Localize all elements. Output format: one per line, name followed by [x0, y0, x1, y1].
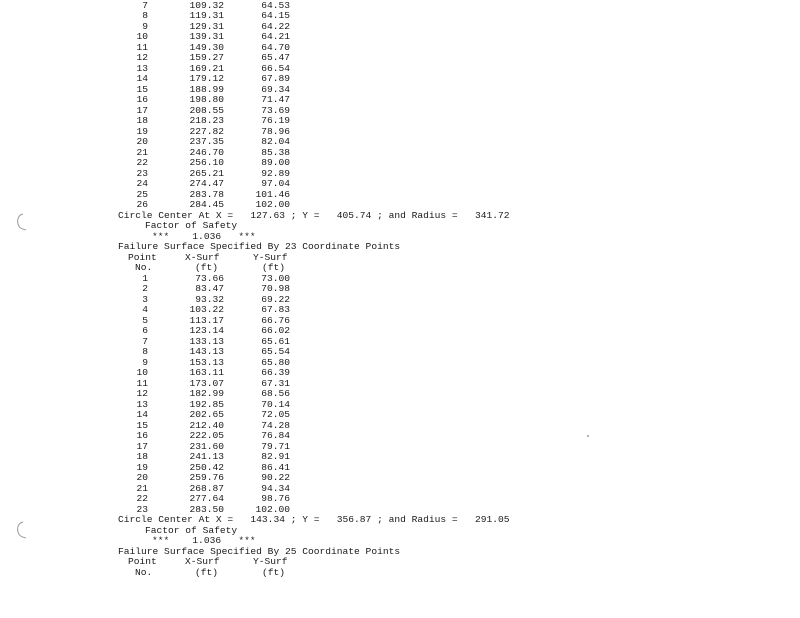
- circle-center-text: Circle Center At X = 127.63 ; Y = 405.74 ; and Radius = 341.72: [118, 209, 510, 221]
- point-number: 7: [142, 335, 148, 347]
- point-number: 23: [136, 503, 148, 515]
- y-surf-value: 65.47: [261, 52, 290, 63]
- x-surf-value: 222.05: [189, 430, 224, 441]
- point-number: 14: [136, 409, 148, 420]
- y-surf-value: 65.80: [261, 356, 290, 368]
- x-surf-value: 208.55: [189, 104, 224, 116]
- x-surf-value: 73.66: [195, 272, 224, 284]
- point-number: 10: [136, 367, 148, 378]
- x-surf-value: 198.80: [189, 94, 224, 105]
- x-surf-value: 246.70: [189, 146, 224, 158]
- point-number: 21: [136, 482, 148, 494]
- x-surf-value: 277.64: [189, 493, 224, 504]
- y-surf-value: 68.56: [261, 388, 290, 399]
- point-column-header: Point: [128, 556, 157, 567]
- point-number: 11: [136, 377, 148, 389]
- y-surf-value: 73.69: [261, 104, 290, 116]
- x-surf-value: 179.12: [189, 73, 224, 84]
- x-surf-value: 129.31: [189, 20, 224, 32]
- point-number: 7: [142, 0, 148, 11]
- y-surf-value: 64.70: [261, 41, 290, 53]
- x-surf-value: 113.17: [189, 314, 224, 326]
- point-number: 10: [136, 31, 148, 42]
- y-surf-value: 101.46: [255, 188, 290, 200]
- y-unit-label: (ft): [262, 566, 286, 578]
- x-surf-value: 218.23: [189, 115, 224, 126]
- y-surf-value: 78.96: [261, 125, 290, 137]
- x-surf-value: 159.27: [189, 52, 224, 63]
- x-surf-value: 119.31: [189, 10, 224, 21]
- x-surf-value: 109.32: [189, 0, 224, 11]
- x-surf-value: 153.13: [189, 356, 224, 368]
- y-surf-value: 85.38: [261, 146, 290, 158]
- y-surf-value: 70.14: [261, 398, 290, 410]
- y-surf-value: 66.76: [261, 314, 290, 326]
- x-surf-value: 133.13: [189, 335, 224, 347]
- failure-surface-title: Failure Surface Specified By 23 Coordinate Points: [118, 241, 401, 252]
- point-column-header: Point: [128, 251, 157, 263]
- x-unit-label: (ft): [195, 566, 219, 578]
- y-surf-value: 102.00: [255, 199, 290, 210]
- point-number: 12: [136, 388, 148, 399]
- x-surf-value: 274.47: [189, 178, 224, 189]
- y-surf-value: 66.39: [261, 367, 290, 378]
- x-surf-value: 268.87: [189, 482, 224, 494]
- x-surf-value: 212.40: [189, 419, 224, 431]
- point-number: 9: [142, 20, 148, 32]
- x-surf-value: 250.42: [189, 461, 224, 473]
- y-surf-value: 73.00: [261, 272, 290, 284]
- y-surf-value: 89.00: [261, 157, 290, 168]
- point-number: 1: [142, 272, 148, 284]
- y-surf-value: 69.34: [261, 83, 290, 95]
- x-surf-value: 265.21: [189, 167, 224, 179]
- point-number: 9: [142, 356, 148, 368]
- point-number: 5: [142, 314, 148, 326]
- point-number: 25: [136, 188, 148, 200]
- x-surf-value: 123.14: [189, 325, 224, 336]
- x-surf-value: 283.78: [189, 188, 224, 200]
- scan-speck: [587, 435, 589, 437]
- y-surf-value: 74.28: [261, 419, 290, 431]
- point-number: 19: [136, 461, 148, 473]
- punch-hole-mark-icon: [14, 212, 28, 232]
- x-surf-value: 192.85: [189, 398, 224, 410]
- y-surf-value: 69.22: [261, 293, 290, 305]
- y-surf-value: 82.91: [261, 451, 290, 462]
- point-number: 14: [136, 73, 148, 84]
- y-surf-value: 64.22: [261, 20, 290, 32]
- point-number: 22: [136, 157, 148, 168]
- point-number: 19: [136, 125, 148, 137]
- y-surf-value: 72.05: [261, 409, 290, 420]
- y-surf-value: 76.19: [261, 115, 290, 126]
- point-number: 11: [136, 41, 148, 53]
- point-number: 17: [136, 440, 148, 452]
- point-number: 16: [136, 430, 148, 441]
- x-surf-value: 259.76: [189, 472, 224, 483]
- circle-center-text: Circle Center At X = 143.34 ; Y = 356.87 ; and Radius = 291.05: [118, 514, 510, 525]
- y-surf-value: 67.89: [261, 73, 290, 84]
- x-surf-value: 169.21: [189, 62, 224, 74]
- x-surf-value: 188.99: [189, 83, 224, 95]
- point-number: 20: [136, 472, 148, 483]
- point-number: 22: [136, 493, 148, 504]
- point-number: 15: [136, 83, 148, 95]
- x-surf-column-header: X-Surf: [185, 556, 220, 567]
- x-surf-value: 103.22: [189, 304, 224, 315]
- point-number: 23: [136, 167, 148, 179]
- y-surf-value: 64.53: [261, 0, 290, 11]
- y-surf-value: 98.76: [261, 493, 290, 504]
- point-number: 18: [136, 451, 148, 462]
- x-surf-value: 149.30: [189, 41, 224, 53]
- y-surf-value: 65.61: [261, 335, 290, 347]
- y-surf-value: 94.34: [261, 482, 290, 494]
- y-surf-value: 67.31: [261, 377, 290, 389]
- point-number: 24: [136, 178, 148, 189]
- x-surf-value: 227.82: [189, 125, 224, 137]
- point-number: 18: [136, 115, 148, 126]
- y-surf-value: 102.00: [255, 503, 290, 515]
- y-surf-value: 71.47: [261, 94, 290, 105]
- point-number: 13: [136, 62, 148, 74]
- factor-of-safety-value: *** 1.036 ***: [152, 230, 256, 242]
- x-surf-value: 93.32: [195, 293, 224, 305]
- x-surf-value: 237.35: [189, 136, 224, 147]
- y-surf-value: 66.54: [261, 62, 290, 74]
- x-surf-column-header: X-Surf: [185, 251, 220, 263]
- x-surf-value: 173.07: [189, 377, 224, 389]
- y-surf-value: 90.22: [261, 472, 290, 483]
- y-surf-value: 79.71: [261, 440, 290, 452]
- x-surf-value: 241.13: [189, 451, 224, 462]
- point-number: 4: [142, 304, 148, 315]
- x-surf-value: 284.45: [189, 199, 224, 210]
- y-surf-value: 64.21: [261, 31, 290, 42]
- y-surf-value: 65.54: [261, 346, 290, 357]
- y-surf-value: 66.02: [261, 325, 290, 336]
- y-surf-value: 92.89: [261, 167, 290, 179]
- y-surf-value: 70.98: [261, 283, 290, 294]
- point-number: 26: [136, 199, 148, 210]
- factor-of-safety-label: Factor of Safety: [145, 524, 238, 536]
- point-number: 2: [142, 283, 148, 294]
- x-surf-value: 283.50: [189, 503, 224, 515]
- point-number: 13: [136, 398, 148, 410]
- y-surf-value: 64.15: [261, 10, 290, 21]
- point-number: 17: [136, 104, 148, 116]
- point-number: 15: [136, 419, 148, 431]
- y-surf-value: 97.04: [261, 178, 290, 189]
- y-surf-column-header: Y-Surf: [253, 251, 288, 263]
- point-number: 20: [136, 136, 148, 147]
- x-surf-value: 202.65: [189, 409, 224, 420]
- x-surf-value: 256.10: [189, 157, 224, 168]
- point-number: 12: [136, 52, 148, 63]
- point-number: 8: [142, 346, 148, 357]
- y-surf-value: 82.04: [261, 136, 290, 147]
- factor-of-safety-label: Factor of Safety: [145, 220, 238, 231]
- point-number: 16: [136, 94, 148, 105]
- point-number: 3: [142, 293, 148, 305]
- y-surf-value: 86.41: [261, 461, 290, 473]
- x-surf-value: 143.13: [189, 346, 224, 357]
- x-surf-value: 163.11: [189, 367, 224, 378]
- punch-hole-mark-icon: [14, 520, 28, 540]
- y-surf-column-header: Y-Surf: [253, 556, 288, 567]
- x-unit-label: (ft): [195, 262, 219, 273]
- x-surf-value: 139.31: [189, 31, 224, 42]
- point-number-header: No.: [135, 262, 153, 273]
- y-unit-label: (ft): [262, 262, 286, 273]
- failure-surface-title: Failure Surface Specified By 25 Coordinate Points: [118, 545, 401, 557]
- point-number: 6: [142, 325, 148, 336]
- x-surf-value: 182.99: [189, 388, 224, 399]
- x-surf-value: 231.60: [189, 440, 224, 452]
- factor-of-safety-value: *** 1.036 ***: [152, 535, 256, 546]
- point-number: 21: [136, 146, 148, 158]
- point-number-header: No.: [135, 566, 153, 578]
- y-surf-value: 67.83: [261, 304, 290, 315]
- y-surf-value: 76.84: [261, 430, 290, 441]
- point-number: 8: [142, 10, 148, 21]
- x-surf-value: 83.47: [195, 283, 224, 294]
